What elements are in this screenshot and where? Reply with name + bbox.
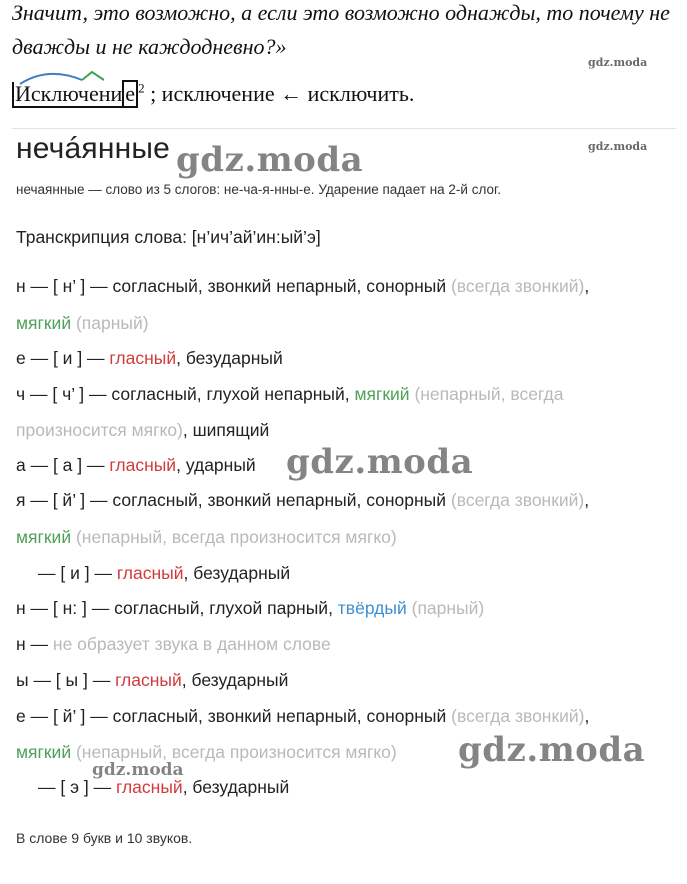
note: (непарный, всегда произносится мягко) — [71, 742, 397, 762]
letter: е — [16, 348, 26, 368]
punct: , — [584, 276, 590, 296]
transcription: Транскрипция слова: [н’ич’ай’ин:ый’э] — [16, 227, 321, 247]
phonetic-line — [16, 313, 149, 334]
derivation-line — [12, 80, 414, 108]
phonetic-line — [16, 420, 269, 441]
phonetic-line — [16, 490, 589, 511]
quote-line-2: дважды и не каждодневно?» — [12, 34, 287, 59]
hardness: твёрдый — [337, 598, 407, 618]
phonetic-line — [16, 634, 331, 655]
phonetic-line — [16, 670, 288, 691]
letter: я — [16, 490, 26, 510]
phonetic-line — [16, 706, 589, 727]
vowel-label: гласный — [116, 563, 184, 583]
phonetic-line — [16, 527, 397, 548]
note: не образует звука в данном слове — [52, 634, 331, 654]
vowel-label: гласный — [109, 348, 177, 368]
letter: а — [16, 455, 26, 475]
note: (всегда звонкий) — [451, 706, 585, 726]
watermark: gdz.moda — [588, 56, 648, 69]
description: согласный, звонкий непарный, сонорный — [112, 490, 451, 510]
superscript-index: 2 — [138, 80, 145, 96]
description: , безударный — [181, 670, 289, 690]
letter: е — [16, 706, 26, 726]
root-arc-icon — [18, 68, 104, 86]
syllable-summary: нечаянные — слово из 5 слогов: не-ча-я-нны-е. Ударение падает на 2-й слог. — [16, 182, 502, 197]
softness: мягкий — [354, 384, 410, 404]
watermark: gdz.moda — [286, 442, 474, 482]
punct: , — [584, 706, 590, 726]
letter-sound-count: В слове 9 букв и 10 звуков. — [16, 830, 193, 846]
sound: — [ ч’ ] — — [25, 384, 112, 404]
sound: — [ а ] — — [25, 455, 110, 475]
vowel-label: гласный — [109, 455, 177, 475]
note: (парный) — [406, 598, 485, 618]
note: произносится мягко) — [16, 420, 183, 440]
derivation-rest: ; исключение ← исключить. — [150, 81, 415, 106]
sound: — [ э ] — — [38, 777, 116, 797]
phonetic-line — [16, 742, 397, 763]
description: , безударный — [176, 348, 283, 368]
morpheme-ending-box: е — [122, 80, 138, 108]
punct: , — [584, 490, 590, 510]
note: (всегда звонкий) — [450, 276, 585, 296]
letter: н — [16, 276, 26, 296]
description: , безударный — [182, 777, 290, 797]
letter: н — [16, 598, 26, 618]
phonetic-line — [16, 276, 589, 297]
phonetic-line — [38, 777, 289, 798]
vowel-label: гласный — [115, 670, 182, 690]
sound: — [ й’ ] — — [25, 490, 113, 510]
softness: мягкий — [16, 527, 72, 547]
letter: ы — [16, 670, 29, 690]
description: согласный, глухой непарный, — [111, 384, 355, 404]
morpheme-word — [12, 80, 138, 108]
letter: н — [16, 634, 26, 654]
watermark: gdz.moda — [92, 760, 184, 780]
phonetic-line — [16, 348, 283, 369]
quote-line-1: Значит, это возможно, а если это возможно однажды, то почему не — [12, 0, 670, 25]
description: согласный, глухой парный, — [114, 598, 338, 618]
sound: — [ н: ] — — [25, 598, 115, 618]
sound: — — [25, 634, 53, 654]
description: , шипящий — [182, 420, 270, 440]
sound: — [ ы ] — — [28, 670, 116, 690]
headword: нечáянные — [16, 132, 170, 165]
letter: ч — [16, 384, 26, 404]
watermark: gdz.moda — [458, 730, 646, 770]
phonetic-line — [16, 384, 563, 405]
sound: — [ н’ ] — — [25, 276, 113, 296]
sound: — [ й’ ] — — [25, 706, 113, 726]
watermark: gdz.moda — [176, 140, 364, 180]
note: (парный) — [75, 313, 149, 333]
vowel-label: гласный — [115, 777, 183, 797]
note: (непарный, всегда — [409, 384, 564, 404]
phonetic-line — [38, 563, 290, 584]
description: согласный, звонкий непарный, сонорный — [112, 276, 451, 296]
description: согласный, звонкий непарный, сонорный — [112, 706, 452, 726]
section-divider — [12, 128, 676, 129]
morpheme-stem: Исключени — [12, 82, 122, 108]
sound: — [ и ] — — [38, 563, 117, 583]
note: (непарный, всегда произносится мягко) — [71, 527, 397, 547]
sound: — [ и ] — — [25, 348, 110, 368]
phonetic-line — [16, 598, 484, 619]
watermark: gdz.moda — [588, 140, 648, 153]
note: (всегда звонкий) — [450, 490, 585, 510]
description: , ударный — [176, 455, 256, 475]
softness: мягкий — [16, 313, 72, 333]
description: , безударный — [183, 563, 291, 583]
phonetic-line — [16, 455, 256, 476]
softness: мягкий — [16, 742, 72, 762]
